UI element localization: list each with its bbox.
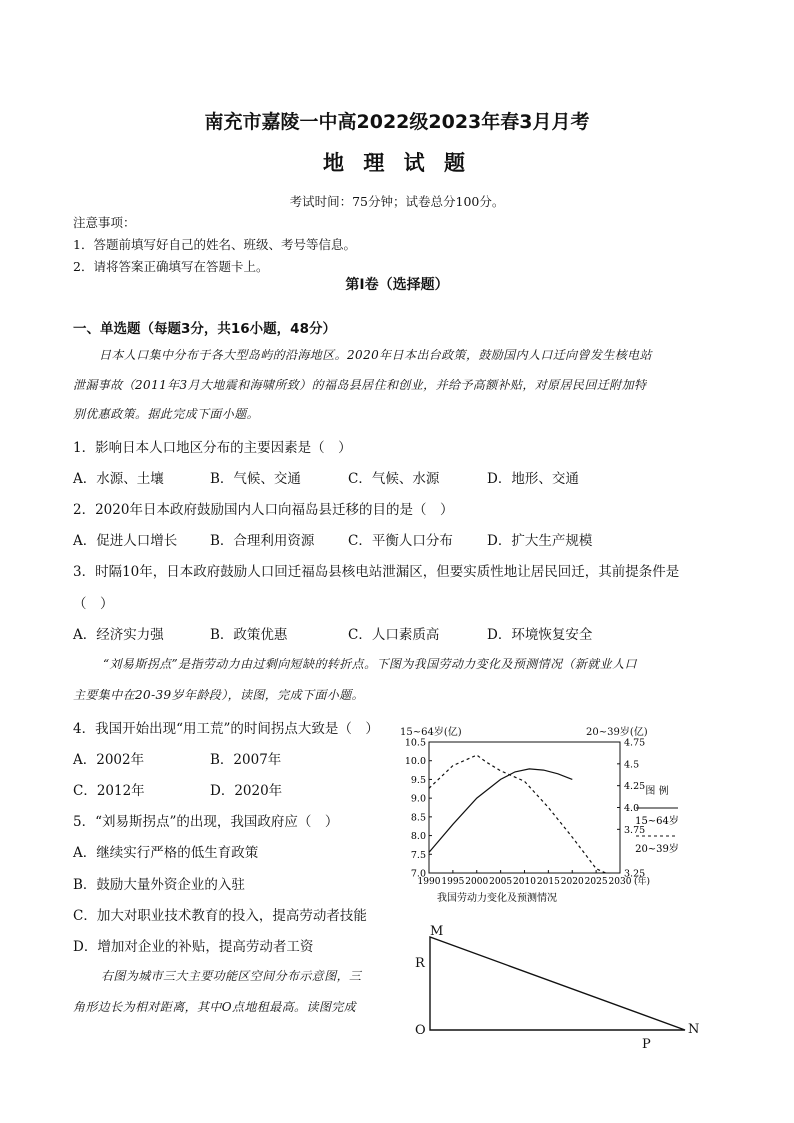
left-tick-label: 9.5 [410, 774, 426, 786]
question-5-stem: 5．“刘易斯拐点”的出现，我国政府应（ ） [73, 814, 339, 830]
subject-title: 地 理 试 题 [323, 151, 471, 175]
q2-option-a[interactable]: A．促进人口增长 [73, 533, 178, 549]
q5-option-a[interactable]: A．继续实行严格的低生育政策 [73, 845, 259, 861]
legend-title: 图 例 [645, 786, 669, 797]
exam-info: 考试时间：75分钟；试卷总分100分。 [289, 194, 505, 209]
volume-title: 第I卷（选择题） [345, 277, 449, 293]
notes-heading: 注意事项： [73, 215, 136, 230]
zones-triangle [430, 937, 685, 1030]
question-3-stem-end: （ ） [73, 596, 114, 612]
x-tick-label: 2025 [584, 877, 608, 887]
right-tick-label: 4.5 [624, 759, 640, 771]
q4-option-d[interactable]: D．2020年 [210, 783, 283, 799]
passage-2-line: 主要集中在20-39岁年龄段），读图，完成下面小题。 [73, 688, 364, 702]
right-tick-label: 3.75 [624, 824, 646, 836]
left-tick-label: 8.0 [410, 831, 426, 843]
x-unit-label: (年) [633, 877, 651, 887]
q5-option-c[interactable]: C．加大对职业技术教育的投入，提高劳动者技能 [73, 908, 367, 924]
x-tick-label: 1990 [417, 877, 441, 887]
left-axis-label: 15~64岁(亿) [400, 727, 462, 738]
question-3-stem: 3．时隔10年，日本政府鼓励人口回迁福岛县核电站泄漏区，但要实质性地让居民回迁，其前提条件是 [73, 564, 680, 580]
left-tick-label: 10.5 [404, 737, 426, 749]
chart-title: 我国劳动力变化及预测情况 [437, 893, 557, 904]
plot-frame [429, 742, 620, 873]
point-p-label: P [642, 1037, 651, 1052]
q3-option-a[interactable]: A．经济实力强 [73, 627, 164, 643]
q5-option-b[interactable]: B．鼓励大量外资企业的入驻 [73, 877, 245, 893]
series-line-15-64 [429, 769, 572, 853]
q4-option-c[interactable]: C．2012年 [73, 783, 145, 799]
point-r-label: R [415, 956, 425, 971]
right-tick-label: 4.0 [624, 803, 640, 814]
note-item: 1．答题前填写好自己的姓名、班级、考号等信息。 [73, 237, 356, 252]
q1-option-a[interactable]: A．水源、土壤 [73, 471, 164, 487]
question-4-stem: 4．我国开始出现“用工荒”的时间拐点大致是（ ） [73, 721, 379, 737]
passage-2-line: “刘易斯拐点”是指劳动力由过剩向短缺的转折点。下图为我国劳动力变化及预测情况（新就业人口 [103, 657, 637, 671]
urban-zones-diagram [410, 920, 710, 1060]
x-tick-label: 1995 [441, 877, 465, 887]
passage-1-line: 别优惠政策。据此完成下面小题。 [73, 407, 260, 421]
legend-item: 20~39岁 [635, 844, 679, 855]
x-tick-label: 2010 [513, 877, 536, 887]
right-axis-label: 20~39岁(亿) [586, 727, 648, 738]
legend-item: 15~64岁 [635, 816, 679, 827]
q2-option-d[interactable]: D．扩大生产规模 [487, 533, 593, 549]
q4-option-b[interactable]: B．2007年 [210, 752, 282, 768]
question-1-stem: 1．影响日本人口地区分布的主要因素是（ ） [73, 440, 352, 456]
left-tick-label: 9.0 [410, 793, 426, 805]
labor-force-chart [394, 715, 694, 910]
left-tick-label: 10.0 [404, 756, 426, 768]
point-o-label: O [415, 1023, 426, 1038]
q1-option-c[interactable]: C．气候、水源 [348, 471, 440, 487]
x-tick-label: 2000 [465, 877, 489, 887]
q4-option-a[interactable]: A．2002年 [73, 752, 145, 768]
left-tick-label: 7.0 [410, 868, 426, 880]
q1-option-b[interactable]: B．气候、交通 [210, 471, 301, 487]
passage-3-line: 角形边长为相对距离，其中O点地租最高。读图完成 [73, 1000, 357, 1014]
left-tick-label: 8.5 [410, 812, 426, 824]
right-tick-label: 4.25 [624, 781, 646, 793]
q1-option-d[interactable]: D．地形、交通 [487, 471, 579, 487]
point-n-label: N [688, 1022, 700, 1037]
left-tick-label: 7.5 [410, 849, 426, 861]
note-item: 2．请将答案正确填写在答题卡上。 [73, 259, 269, 274]
passage-1-line: 日本人口集中分布于各大型岛屿的沿海地区。2020年日本出台政策，鼓励国内人口迁向曾发生核电站 [99, 348, 652, 362]
section-title: 一、单选题（每题3分，共16小题，48分） [73, 321, 336, 337]
q3-option-b[interactable]: B．政策优惠 [210, 627, 288, 643]
point-m-label: M [430, 924, 444, 939]
passage-1-line: 泄漏事故（2011年3月大地震和海啸所致）的福岛县居住和创业，并给予高额补贴，对原居民回迁附加特 [73, 378, 647, 392]
question-2-stem: 2．2020年日本政府鼓励国内人口向福岛县迁移的目的是（ ） [73, 502, 454, 518]
exam-title: 南充市嘉陵一中高2022级2023年春3月月考 [204, 111, 590, 133]
x-tick-label: 2015 [536, 877, 560, 887]
series-line-20-39 [429, 755, 606, 873]
right-tick-label: 3.25 [624, 868, 646, 880]
x-tick-label: 2005 [489, 877, 513, 887]
x-tick-label: 2030 [608, 877, 632, 887]
x-tick-label: 2020 [560, 877, 584, 887]
passage-3-line: 右图为城市三大主要功能区空间分布示意图，三 [101, 969, 362, 983]
q3-option-c[interactable]: C．人口素质高 [348, 627, 440, 643]
q2-option-b[interactable]: B．合理利用资源 [210, 533, 315, 549]
right-tick-label: 4.75 [624, 737, 646, 749]
q3-option-d[interactable]: D．环境恢复安全 [487, 627, 593, 643]
q5-option-d[interactable]: D．增加对企业的补贴，提高劳动者工资 [73, 939, 314, 955]
q2-option-c[interactable]: C．平衡人口分布 [348, 533, 453, 549]
